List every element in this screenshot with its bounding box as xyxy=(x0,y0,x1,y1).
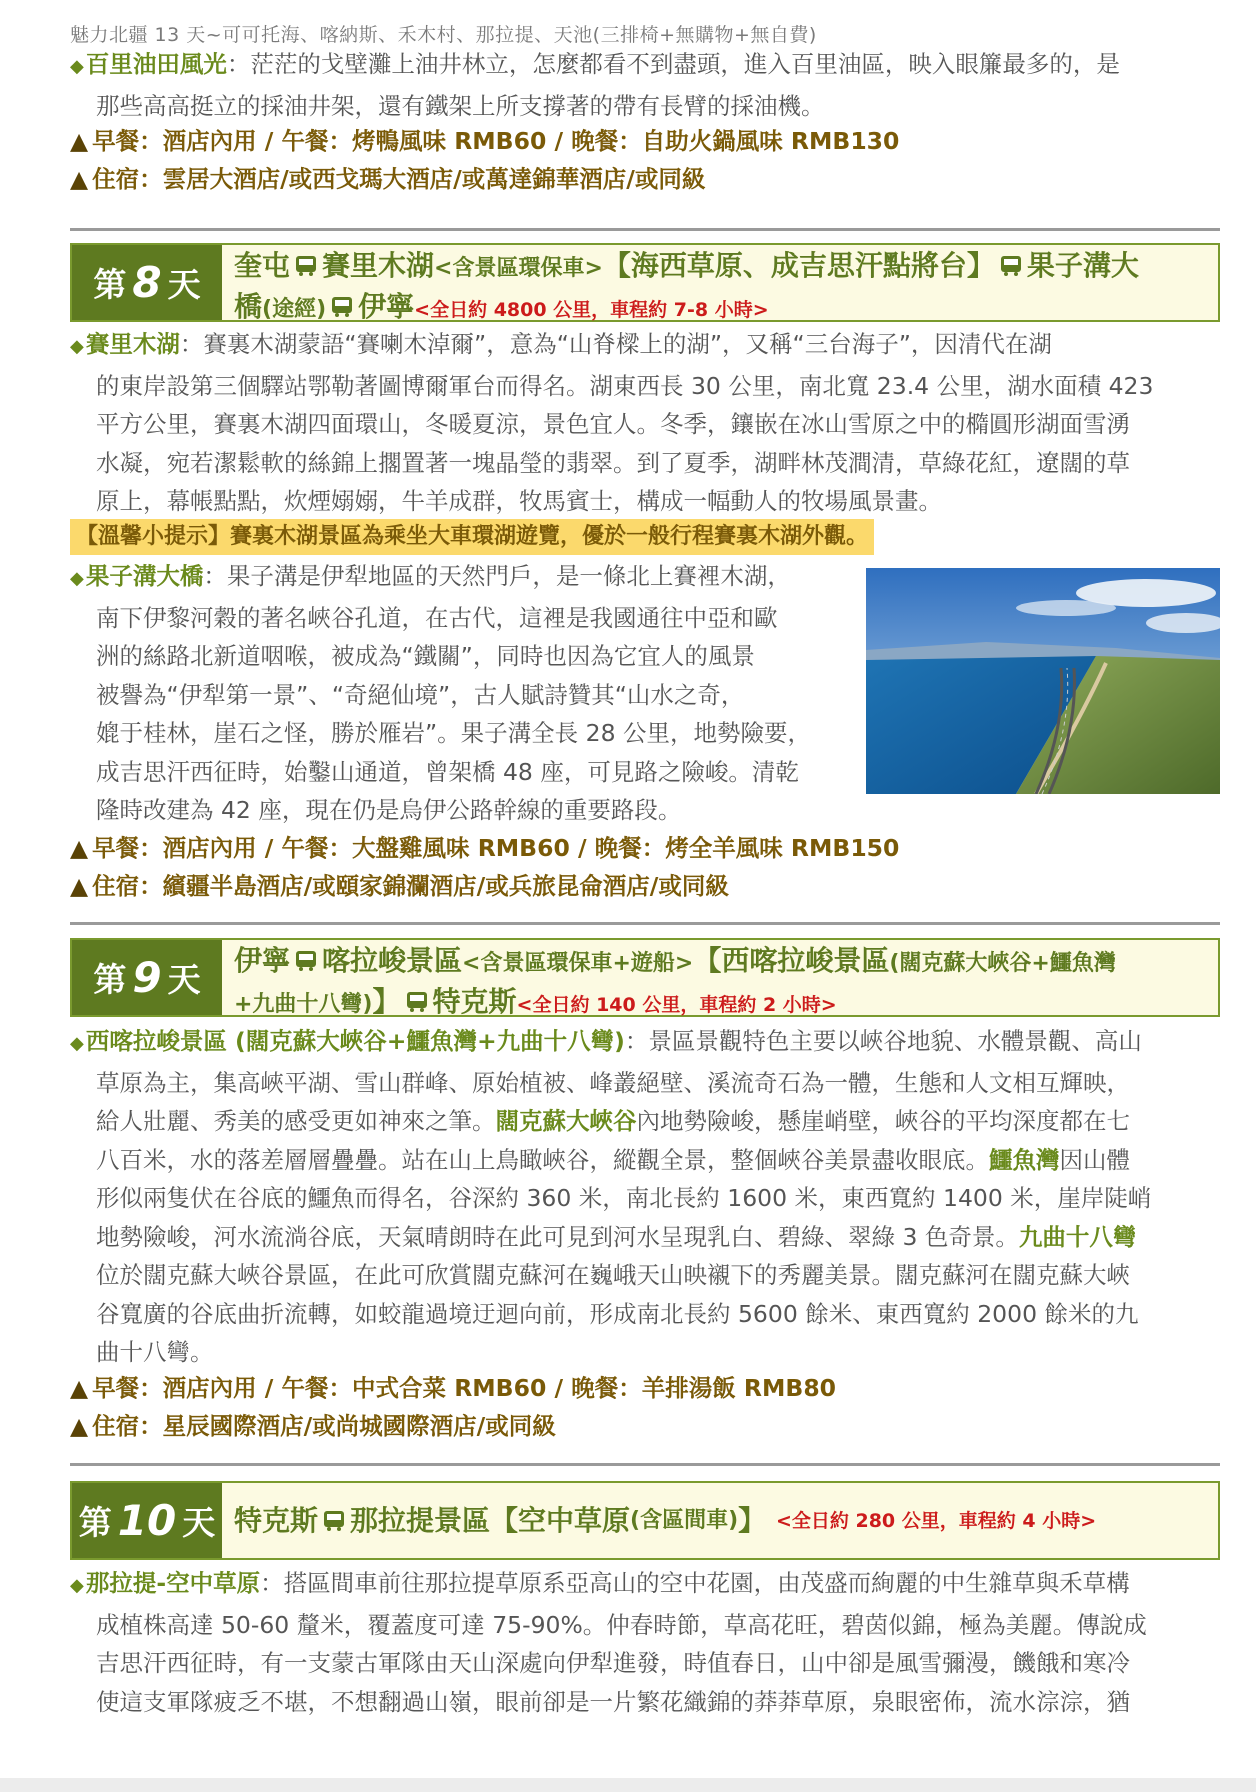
place-name: 伊寧 xyxy=(358,290,415,323)
day-number: 8 xyxy=(132,258,162,307)
hotel-text: 住宿：星辰國際酒店/或尚城國際酒店/或同級 xyxy=(92,1412,556,1440)
day-label-text: 天 xyxy=(167,265,201,304)
day-label-text: 第 xyxy=(78,1503,112,1542)
triangle-icon: ▲ xyxy=(70,127,89,155)
bridge-text: 隆時改建為 42 座，現在仍是烏伊公路幹線的重要路段。 xyxy=(96,796,682,824)
distance-note: <全日約 280 公里，車程約 4 小時> xyxy=(775,1509,1097,1532)
karajun-text: 形似兩隻伏在谷底的鱷魚而得名，谷深約 360 米，南北長約 1600 米，東西寬約 1400 米，崖岸陡峭 xyxy=(96,1184,1152,1212)
nalati-text: ：搭區間車前往那拉提草原系亞高山的空中花園，由茂盛而絢麗的中生雜草與禾草構 xyxy=(260,1569,1130,1597)
oilfield-text: 那些高高挺立的採油井架，還有鐵架上所支撐著的帶有長臂的採油機。 xyxy=(96,91,825,120)
place-name: 【空中草原 xyxy=(490,1503,631,1537)
place-note: +九曲十八彎) xyxy=(234,992,373,1017)
karajun-text: 曲十八彎。 xyxy=(96,1338,214,1366)
day8-bridge-section xyxy=(70,557,860,830)
nalati-lead: 那拉提-空中草原 xyxy=(85,1569,261,1597)
lake-text: 原上，幕帳點點，炊煙嫋嫋，牛羊成群，牧馬賓士，構成一幅動人的牧場風景畫。 xyxy=(96,487,942,515)
day8-lake-section xyxy=(70,325,1220,521)
place-name: 喀拉峻景區 xyxy=(322,944,463,977)
bridge-text: 成吉思汗西征時，始鑿山通道，曾架橋 48 座，可見路之險峻。清乾 xyxy=(96,757,799,786)
nalati-text: 成植株高達 50-60 釐米，覆蓋度可達 75-90%。仲春時節，草高花旺，碧茵似錦，極為美麗。傳說成 xyxy=(96,1610,1147,1639)
karajun-text: 谷寬廣的谷底曲折流轉，如蛟龍過境迂迴向前，形成南北長約 5600 餘米、東西寬約 2000 餘米的九 xyxy=(96,1299,1139,1328)
day10-label xyxy=(72,1483,222,1558)
place-note: <含景區環保車+遊船> xyxy=(462,951,694,976)
day-label-text: 第 xyxy=(93,265,127,304)
triangle-icon: ▲ xyxy=(70,165,89,193)
place-name: 那拉提景區 xyxy=(350,1503,491,1537)
highlight-term: 九曲十八彎 xyxy=(1018,1222,1137,1251)
day8-hotel xyxy=(70,867,1220,906)
karajun-text: 八百米，水的落差層層疊疊。站在山上鳥瞰峽谷，縱觀全景，整個峽谷美景盡收眼底。 xyxy=(96,1145,989,1174)
bridge-lead: 果子溝大橋 xyxy=(85,562,204,590)
place-name: 伊寧 xyxy=(234,944,291,977)
bullet-icon: ◆ xyxy=(70,1575,84,1596)
meal-text: 早餐：酒店內用 / 午餐：大盤雞風味 RMB60 / 晚餐：烤全羊風味 RMB150 xyxy=(92,834,900,862)
day10-title xyxy=(222,1483,1108,1558)
place-name: 奎屯 xyxy=(234,249,291,282)
place-note: <含景區環保車> xyxy=(434,256,603,281)
oilfield-lead: 百里油田風光 xyxy=(85,50,227,78)
tip-text: 【溫馨小提示】賽裏木湖景區為乘坐大車環湖遊覽，優於一般行程賽裏木湖外觀。 xyxy=(70,519,874,555)
karajun-text: 給人壯麗、秀美的感受更如神來之筆。 xyxy=(96,1107,496,1135)
triangle-icon: ▲ xyxy=(70,1412,89,1440)
bus-icon xyxy=(322,1510,346,1532)
day7-hotel xyxy=(70,160,1220,199)
lake-landscape-image xyxy=(866,568,1220,794)
distance-note: <全日約 140 公里，車程約 2 小時> xyxy=(516,994,837,1016)
bullet-icon: ◆ xyxy=(70,336,84,357)
hotel-text: 住宿：繽疆半島酒店/或頤家錦瀾酒店/或兵旅昆侖酒店/或同級 xyxy=(92,872,729,900)
meal-text: 早餐：酒店內用 / 午餐：中式合菜 RMB60 / 晚餐：羊排湯飯 RMB80 xyxy=(92,1374,837,1402)
karajun-text: 地勢險峻，河水流淌谷底，天氣晴朗時在此可見到河水呈現乳白、碧綠、翠綠 3 色奇景。 xyxy=(96,1222,1019,1251)
karajun-text: 因山體 xyxy=(1059,1145,1130,1174)
warm-tip xyxy=(70,519,1220,555)
place-note: (含區間車) xyxy=(630,1507,739,1533)
triangle-icon: ▲ xyxy=(70,834,89,862)
bridge-text: 南下伊黎河穀的著名峽谷孔道，在古代，這裡是我國通往中亞和歐 xyxy=(96,603,778,632)
nalati-text: 使這支軍隊疲乏不堪，不想翻過山嶺，眼前卻是一片繁花織錦的莽莽草原，泉眼密佈，流水淙淙，猶 xyxy=(96,1687,1130,1716)
day-number: 9 xyxy=(132,953,162,1002)
bridge-text: 媲于桂林，崖石之怪，勝於雁岩”。果子溝全長 28 公里，地勢險要， xyxy=(96,719,812,747)
day-label-text: 天 xyxy=(167,960,201,999)
highlight-term: 鱷魚灣 xyxy=(989,1145,1060,1174)
karajun-lead: 西喀拉峻景區 (闊克蘇大峽谷+鱷魚灣+九曲十八彎) xyxy=(85,1027,625,1055)
day10-header xyxy=(70,1481,1220,1560)
bus-icon xyxy=(405,991,429,1013)
place-name: 【西喀拉峻景區 xyxy=(693,944,890,977)
meal-text: 早餐：酒店內用 / 午餐：烤鴨風味 RMB60 / 晚餐：自助火鍋風味 RMB130 xyxy=(92,127,900,155)
day10-nalati-section xyxy=(70,1564,1220,1721)
day9-label xyxy=(72,940,222,1015)
bullet-icon: ◆ xyxy=(70,1033,84,1054)
hotel-text: 住宿：雲居大酒店/或西戈瑪大酒店/或萬達錦華酒店/或同級 xyxy=(92,165,706,193)
highlight-term: 闊克蘇大峽谷 xyxy=(495,1107,637,1135)
bullet-icon: ◆ xyxy=(70,568,84,589)
karajun-text: 草原為主，集高峽平湖、雪山群峰、原始植被、峰叢絕壁、溪流奇石為一體，生態和人文相互輝映， xyxy=(96,1068,1130,1097)
day8-meals xyxy=(70,829,1220,868)
day-label-text: 第 xyxy=(93,960,127,999)
place-name: 】 xyxy=(372,985,401,1018)
day7-oilfield-section xyxy=(70,45,1220,125)
place-name: 【海西草原、成吉思汗點將台】 xyxy=(602,249,995,282)
place-name: 特克斯 xyxy=(234,1503,319,1537)
lake-text: ：賽裏木湖蒙語“賽喇木淖爾”，意為“山脊樑上的湖”，又稱“三台海子”，因清代在湖 xyxy=(179,330,1052,358)
lake-text: 水凝，宛若潔鬆軟的絲錦上擱置著一塊晶瑩的翡翠。到了夏季，湖畔林茂澗清，草綠花紅，遼闊的草 xyxy=(96,448,1130,477)
karajun-text: 位於闊克蘇大峽谷景區，在此可欣賞闊克蘇河在巍峨天山映襯下的秀麗美景。闊克蘇河在闊克蘇大峽 xyxy=(96,1261,1130,1289)
day9-title xyxy=(222,940,1128,1018)
divider xyxy=(70,228,1220,231)
day8-header xyxy=(70,243,1220,322)
place-name: 賽里木湖 xyxy=(322,249,435,282)
day8-label xyxy=(72,245,222,320)
place-name: 橋 xyxy=(234,290,263,323)
nalati-text: 吉思汗西征時，有一支蒙古軍隊由天山深處向伊犁進發，時值春日，山中卻是風雪彌漫，饑餓和寒冷 xyxy=(96,1649,1130,1677)
place-note: (闊克蘇大峽谷+鱷魚灣 xyxy=(889,951,1116,976)
day9-meals xyxy=(70,1369,1220,1408)
day9-header xyxy=(70,938,1220,1017)
triangle-icon: ▲ xyxy=(70,872,89,900)
day9-hotel xyxy=(70,1407,1220,1446)
bus-icon xyxy=(294,950,318,972)
place-name: 果子溝大 xyxy=(1026,249,1139,282)
day7-meals xyxy=(70,122,1220,161)
lake-photo xyxy=(866,568,1220,794)
divider xyxy=(70,922,1220,925)
lake-text: 的東岸設第三個驛站鄂勒著圖博爾軍台而得名。湖東西長 30 公里，南北寬 23.4 公里，湖水面積 423 xyxy=(96,371,1154,400)
bridge-text: 洲的絲路北新道咽喉，被成為“鐵關”，同時也因為它宜人的風景 xyxy=(96,642,755,670)
bullet-icon: ◆ xyxy=(70,56,84,77)
place-name: 】 xyxy=(738,1503,767,1537)
divider xyxy=(70,1463,1220,1466)
place-note: (途經) xyxy=(262,297,327,322)
triangle-icon: ▲ xyxy=(70,1374,89,1402)
karajun-text: ：景區景觀特色主要以峽谷地貌、水體景觀、高山 xyxy=(624,1027,1142,1055)
lake-lead: 賽里木湖 xyxy=(85,330,180,358)
karajun-text: 內地勢險峻，懸崖峭壁，峽谷的平均深度都在七 xyxy=(636,1107,1130,1135)
place-name: 特克斯 xyxy=(432,985,517,1018)
bus-icon xyxy=(999,255,1023,277)
page-header: 魅力北疆 13 天~可可托海、喀納斯、禾木村、那拉提、天池(三排椅+無購物+無自費) xyxy=(70,24,817,46)
bus-icon xyxy=(330,296,354,318)
lake-text: 平方公里，賽裏木湖四面環山，冬暖夏涼，景色宜人。冬季，鑲嵌在冰山雪原之中的橢圓形湖面雪湧 xyxy=(96,410,1130,438)
oilfield-text: ：茫茫的戈壁灘上油井林立，怎麼都看不到盡頭，進入百里油區，映入眼簾最多的，是 xyxy=(226,50,1120,78)
day-number: 10 xyxy=(117,1496,177,1545)
day8-title xyxy=(222,245,1151,323)
day9-karajun-section xyxy=(70,1022,1220,1372)
bridge-text: ：果子溝是伊犁地區的天然門戶，是一條北上賽裡木湖， xyxy=(203,562,791,590)
day-label-text: 天 xyxy=(182,1503,216,1542)
bridge-text: 被譽為“伊犁第一景”、“奇絕仙境”，古人賦詩贊其“山水之奇， xyxy=(96,680,745,709)
bus-icon xyxy=(294,255,318,277)
distance-note: <全日約 4800 公里，車程約 7-8 小時> xyxy=(414,299,769,321)
